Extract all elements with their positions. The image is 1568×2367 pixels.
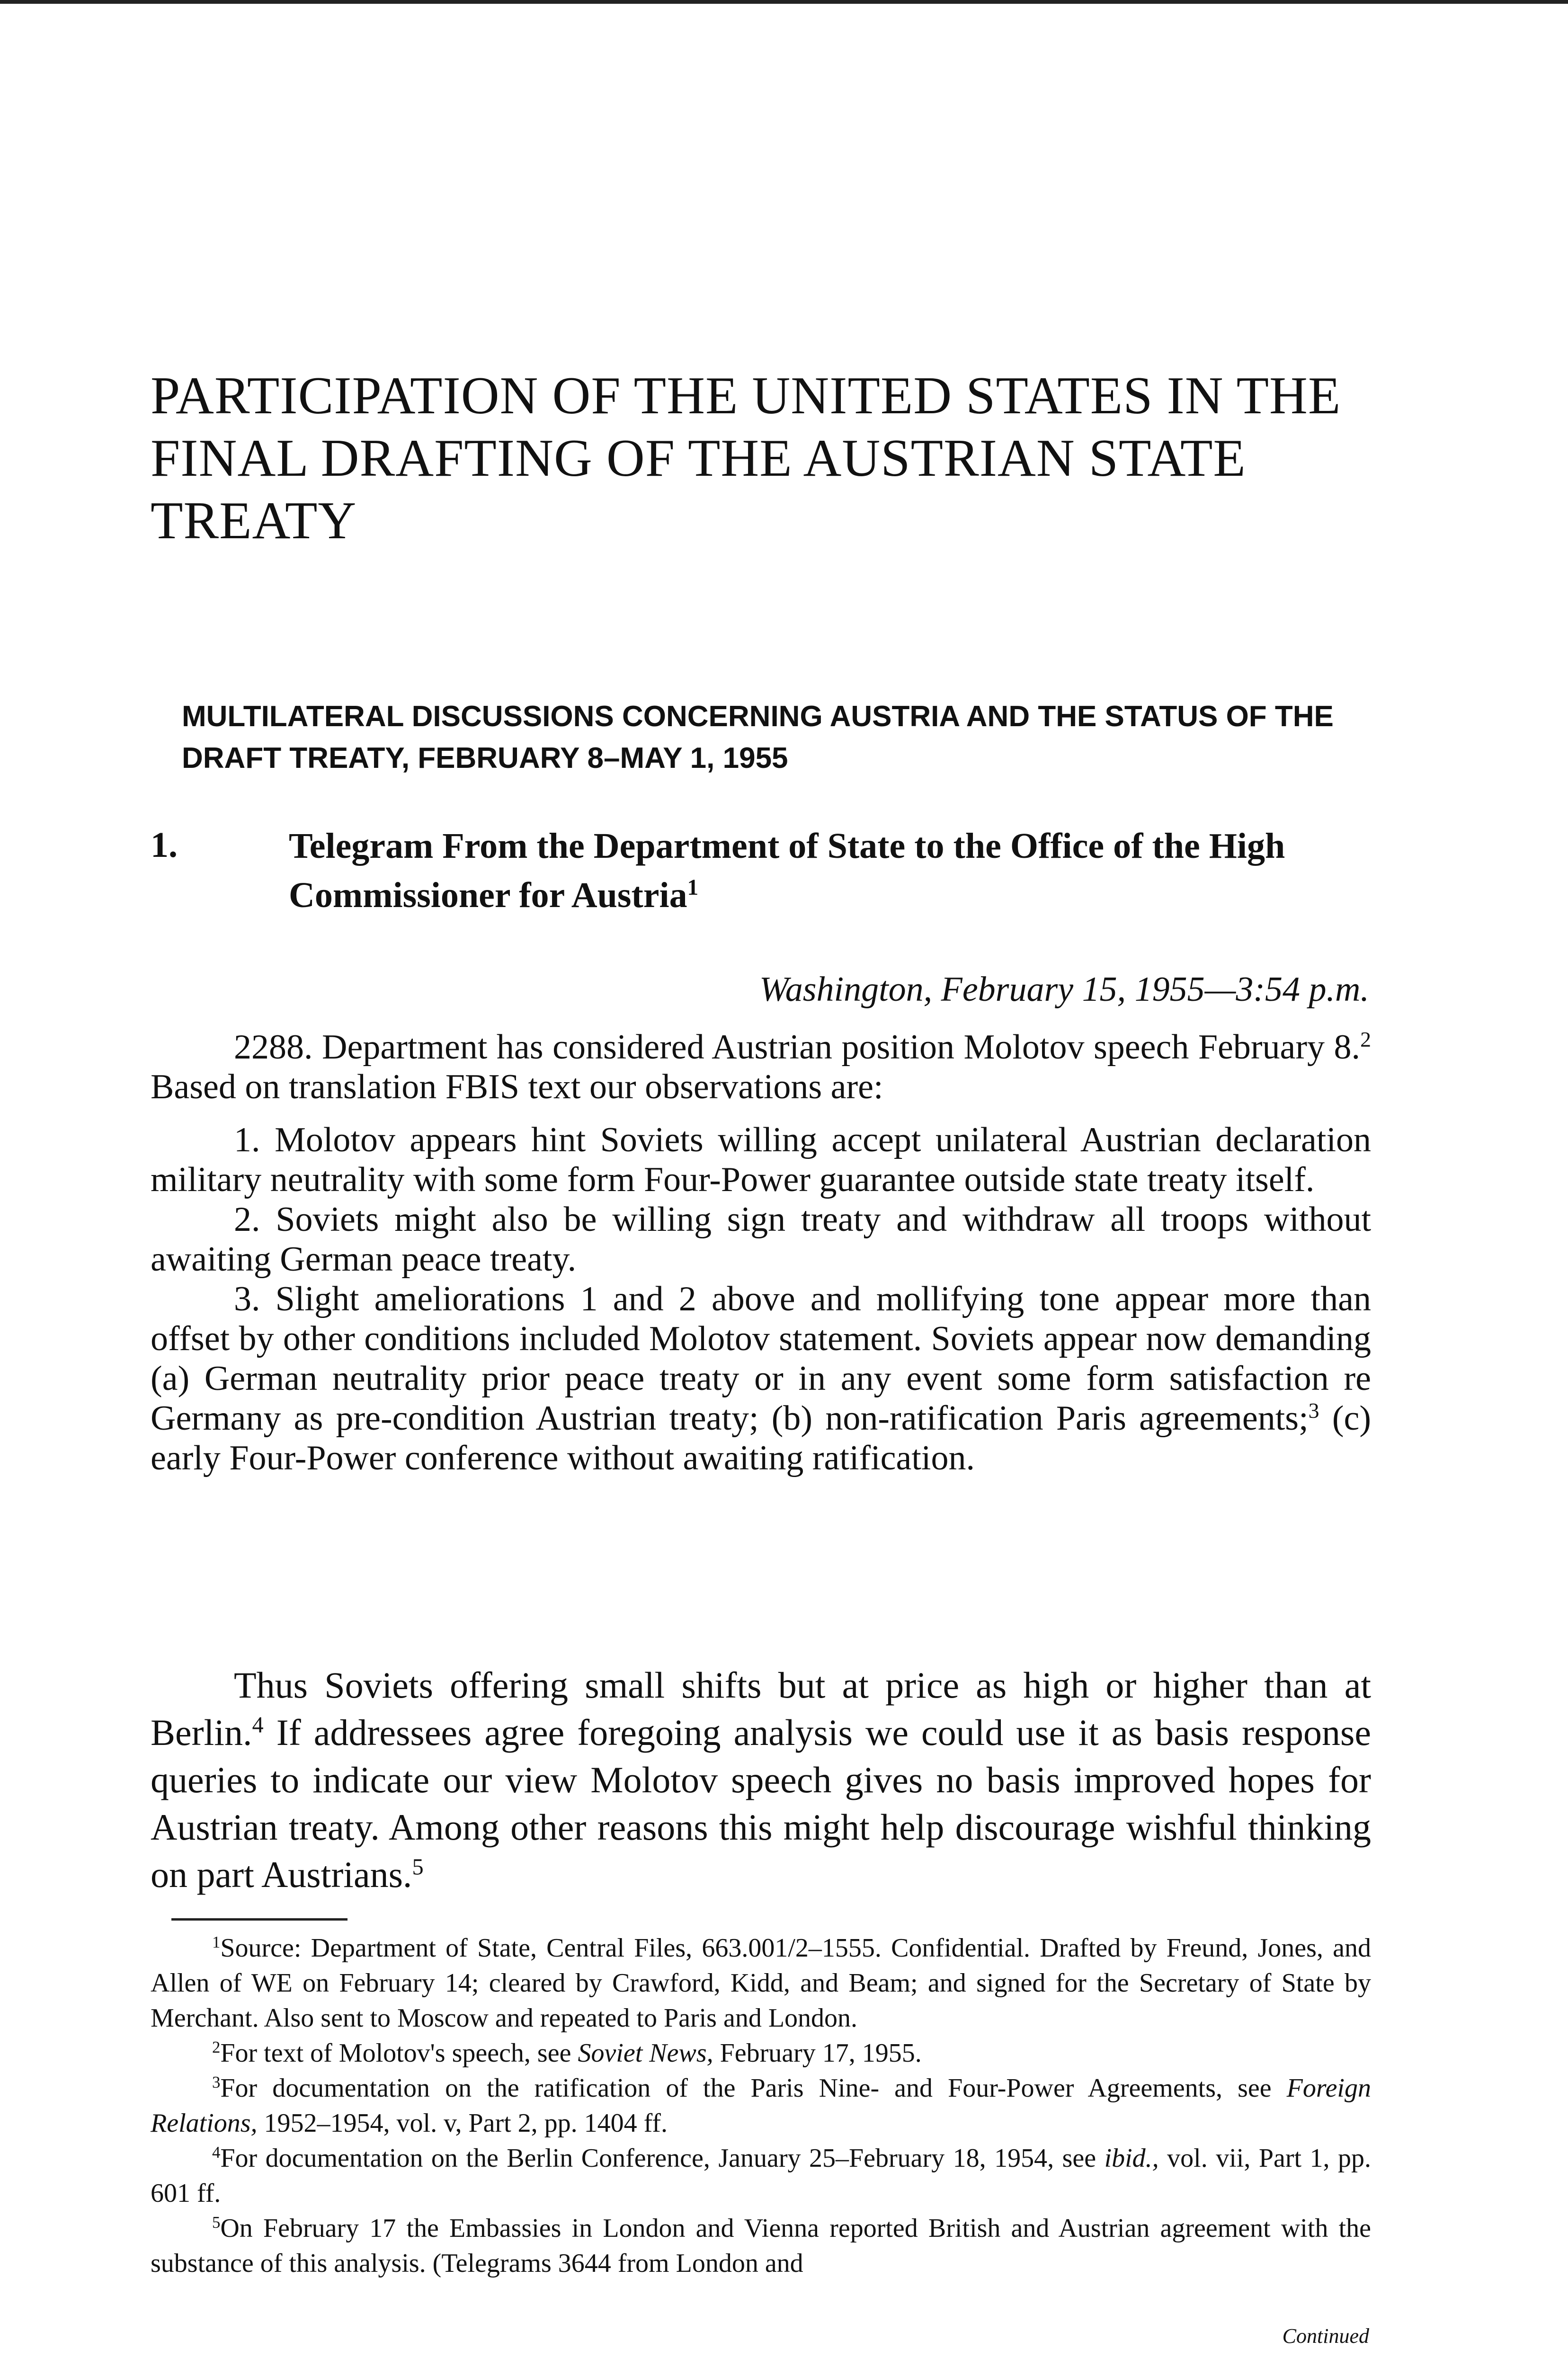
list-item-3 <box>151 1279 1371 1478</box>
paragraph-intro <box>151 1027 1371 1107</box>
footnote-ref-3: 3 <box>1308 1398 1319 1423</box>
list-item-1: 1. Molotov appears hint Soviets willing accept unilateral Austrian declaration military neutrality with some form Four-Power guarantee outside state treaty itself. <box>151 1121 1371 1199</box>
paragraph-intro-text: 2288. Department has considered Austrian position Molotov speech February 8. <box>234 1028 1361 1067</box>
footnote-mark: 5 <box>212 2213 221 2232</box>
footnote-mark: 2 <box>212 2038 221 2056</box>
footnote-text: 1952–1954, vol. v, Part 2, pp. 1404 ff. <box>257 2109 668 2138</box>
footnotes <box>151 1931 1371 2281</box>
page-title: PARTICIPATION OF THE UNITED STATES IN THE FINAL DRAFTING OF THE AUSTRIAN STATE TREATY <box>151 366 1341 550</box>
footnote-ref-5: 5 <box>412 1854 424 1880</box>
footnote-italic: ibid., <box>1104 2144 1159 2173</box>
footnote-5 <box>151 2211 1371 2281</box>
footnote-4 <box>151 2141 1371 2211</box>
paragraph-conclusion-text: Thus Soviets offering small shifts but at price as high or higher than at Berlin. <box>151 1664 1371 1753</box>
footnote-text: On February 17 the Embassies in London and Vienna reported British and Austrian agreement with the substance of this analysis. (Telegrams 3644 from London and <box>151 2214 1371 2278</box>
footnote-text: For documentation on the Berlin Conference, January 25–February 18, 1954, see <box>220 2144 1105 2173</box>
paragraph-conclusion-text-cont: If addressees agree foregoing analysis we could use it as basis response queries to indicate our view Molotov speech gives no basis improved hopes for Austrian treaty. Among other reasons this might help discourage wishful thinking on part Austrians. <box>151 1712 1371 1895</box>
footnote-ref-2: 2 <box>1360 1027 1371 1051</box>
dateline: Washington, February 15, 1955—3:54 p.m. <box>759 970 1369 1009</box>
footnote-2 <box>151 2036 1371 2071</box>
footnote-1 <box>151 1931 1371 2036</box>
footnote-3 <box>151 2071 1371 2141</box>
top-border-line <box>0 0 1568 4</box>
footnote-ref-4: 4 <box>252 1712 264 1738</box>
footnote-italic: Soviet News, <box>578 2038 713 2068</box>
list-item-3-text: 3. Slight ameliorations 1 and 2 above and mollifying tone appear more than offset by other conditions included Molotov statement. Soviets appear now demanding (a) German neutrality prior peace treaty or in any event some form satisfaction re Germany as pre-condition Austrian treaty; (b) non-ratification Paris agreements; <box>151 1280 1371 1438</box>
continued-label: Continued <box>1282 2324 1369 2348</box>
footnote-separator <box>171 1918 347 1921</box>
document-title <box>289 821 1397 920</box>
footnote-mark: 4 <box>212 2143 221 2162</box>
list-item-3-text-cont: (c) early Four-Power conference without awaiting ratification. <box>151 1399 1371 1477</box>
paragraph-conclusion <box>151 1662 1371 1898</box>
footnote-text: vol. vii, Part 1, pp. 601 ff. <box>151 2144 1371 2208</box>
telegram-body <box>151 1027 1371 1478</box>
telegram-conclusion <box>151 1662 1371 1898</box>
paragraph-intro-text-cont: Based on translation FBIS text our observations are: <box>151 1068 883 1106</box>
footnote-text: For text of Molotov's speech, see <box>220 2038 578 2068</box>
section-subtitle: MULTILATERAL DISCUSSIONS CONCERNING AUSTRIA AND THE STATUS OF THE DRAFT TREATY, FEBRUARY 8–MAY 1, 1955 <box>182 700 1334 774</box>
list-item-2: 2. Soviets might also be willing sign treaty and withdraw all troops without awaiting German peace treaty. <box>151 1200 1371 1279</box>
document-number: 1. <box>151 825 178 865</box>
footnote-ref-1: 1 <box>687 875 699 900</box>
footnote-italic: Foreign Relations, <box>151 2073 1371 2138</box>
footnote-text: For documentation on the ratification of the Paris Nine- and Four-Power Agreements, see <box>220 2073 1287 2103</box>
footnote-text: February 17, 1955. <box>713 2038 922 2068</box>
footnote-mark: 3 <box>212 2073 221 2091</box>
footnote-mark: 1 <box>212 1932 221 1951</box>
document-title-text: Telegram From the Department of State to the Office of the High Commissioner for Austria <box>289 826 1285 915</box>
footnote-text: Source: Department of State, Central Files, 663.001/2–1555. Confidential. Drafted by Freund, Jones, and Allen of WE on February 14; cleared by Crawford, Kidd, and Beam; and signed for the Secretary of State by Merchant. Also sent to Moscow and repeated to Paris and London. <box>151 1933 1371 2033</box>
